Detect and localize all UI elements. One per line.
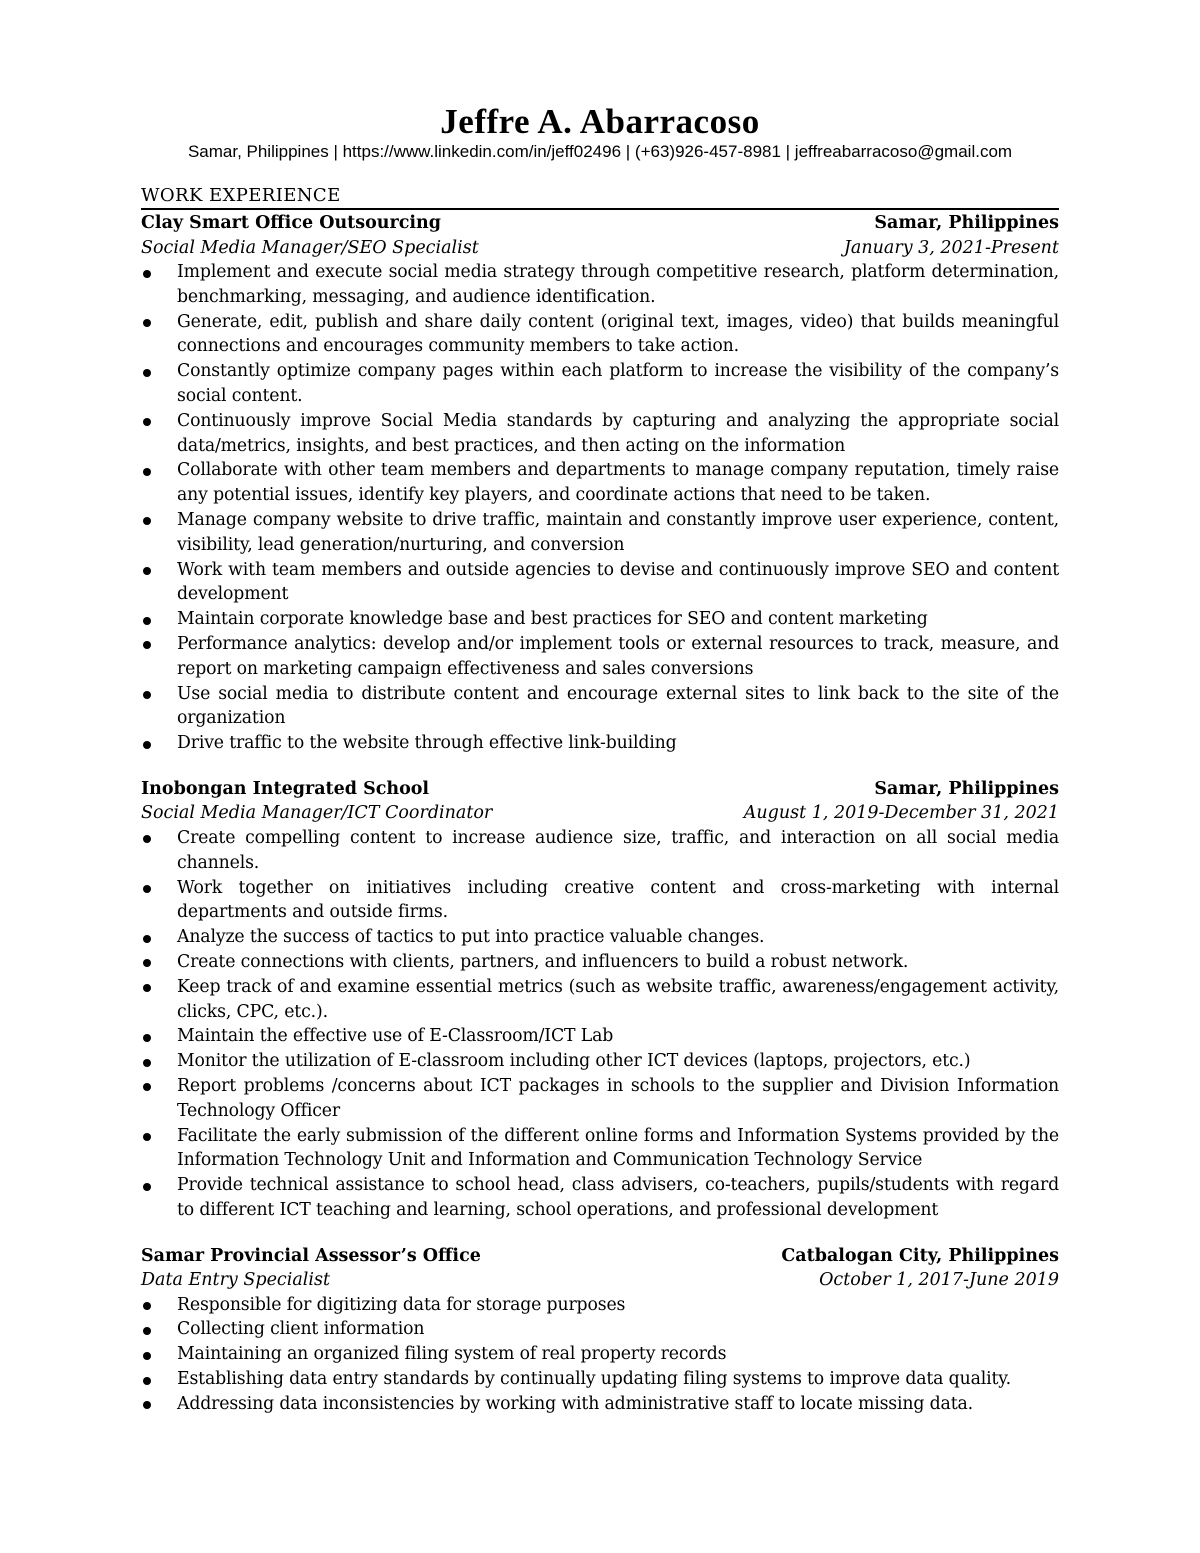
list-item: [141, 1367, 1059, 1392]
bullet-icon: [143, 835, 151, 843]
list-item-text: Work with team members and outside agencies to devise and continuously improve SEO and content development: [177, 559, 1059, 605]
list-item-text: Generate, edit, publish and share daily content (original text, images, video) that builds meaningful connections and encourages community members to take action.: [177, 311, 1059, 357]
bullet-icon: [143, 1401, 151, 1409]
list-item: [141, 1392, 1059, 1417]
bullet-icon: [143, 1183, 151, 1191]
list-item: [141, 826, 1059, 876]
company-name: Clay Smart Office Outsourcing: [141, 213, 441, 233]
list-item-text: Keep track of and examine essential metrics (such as website traffic, awareness/engagement activity, clicks, CPC, etc.).: [177, 976, 1059, 1022]
list-item: [141, 632, 1059, 682]
job-role-row: [141, 1268, 1059, 1293]
list-item: [141, 876, 1059, 926]
job-list: [141, 211, 1059, 1417]
bullet-icon: [143, 1083, 151, 1091]
job-entry: [141, 777, 1059, 1223]
bullet-icon: [143, 1302, 151, 1310]
list-item: [141, 359, 1059, 409]
list-item-text: Drive traffic to the website through effective link-building: [177, 733, 677, 754]
list-item-text: Addressing data inconsistencies by working with administrative staff to locate missing data.: [177, 1393, 973, 1414]
bullet-icon: [143, 517, 151, 525]
job-location: Catbalogan City, Philippines: [781, 1245, 1059, 1266]
bullet-icon: [143, 741, 151, 749]
job-title: Data Entry Specialist: [141, 1270, 330, 1291]
list-item-text: Create compelling content to increase audience size, traffic, and interaction on all social media channels.: [177, 827, 1059, 873]
list-item: [141, 1074, 1059, 1124]
bullet-icon: [143, 984, 151, 992]
list-item: [141, 682, 1059, 732]
job-entry: [141, 211, 1059, 756]
list-item: [141, 458, 1059, 508]
responsibility-list: [141, 260, 1059, 756]
bullet-icon: [143, 270, 151, 278]
list-item-text: Collaborate with other team members and departments to manage company reputation, timely raise any potential issues, identify key players, and coordinate actions that need to be taken.: [177, 460, 1059, 506]
list-item-text: Work together on initiatives including creative content and cross-marketing with internal departments and outside firms.: [177, 877, 1059, 923]
candidate-name: Jeffre A. Abarracoso: [440, 102, 760, 141]
list-item-text: Performance analytics: develop and/or implement tools or external resources to track, measure, and report on marketing campaign effectiveness and sales conversions: [177, 633, 1059, 679]
job-dates: August 1, 2019-December 31, 2021: [743, 803, 1059, 824]
bullet-icon: [143, 1327, 151, 1335]
list-item: [141, 1317, 1059, 1342]
list-item: [141, 731, 1059, 756]
list-item: [141, 260, 1059, 310]
list-item-text: Provide technical assistance to school head, class advisers, co-teachers, pupils/students with regard to different ICT teaching and learning, school operations, and professional development: [177, 1175, 1059, 1220]
list-item-text: Collecting client information: [177, 1319, 425, 1340]
responsibility-list: [141, 826, 1059, 1223]
list-item: [141, 1024, 1059, 1049]
bullet-icon: [143, 567, 151, 575]
list-item: [141, 1049, 1059, 1074]
list-item: [141, 950, 1059, 975]
list-item-text: Report problems /concerns about ICT packages in schools to the supplier and Division Information Technology Officer: [177, 1075, 1059, 1121]
list-item-text: Maintain corporate knowledge base and best practices for SEO and content marketing: [177, 609, 928, 630]
list-item: [141, 1342, 1059, 1367]
bullet-icon: [143, 641, 151, 649]
bullet-icon: [143, 617, 151, 625]
list-item-text: Facilitate the early submission of the different online forms and Information Systems provided by the Information Technology Unit and Information and Communication Technology Service: [177, 1125, 1059, 1171]
list-item-text: Analyze the success of tactics to put into practice valuable changes.: [177, 927, 765, 948]
job-role-row: [141, 236, 1059, 261]
job-dates: October 1, 2017-June 2019: [819, 1270, 1059, 1291]
job-header-row: [141, 777, 1059, 802]
job-role-row: [141, 801, 1059, 826]
job-location: Samar, Philippines: [874, 778, 1059, 799]
list-item-text: Continuously improve Social Media standards by capturing and analyzing the appropriate social data/metrics, insights, and best practices, and then acting on the information: [177, 410, 1059, 456]
bullet-icon: [143, 959, 151, 967]
list-item-text: Constantly optimize company pages within each platform to increase the visibility of the company’s social content.: [177, 361, 1059, 406]
section-title-work-experience: WORK EXPERIENCE: [141, 184, 1059, 210]
list-item-text: Maintain the effective use of E-Classroom/ICT Lab: [177, 1026, 614, 1047]
bullet-icon: [143, 1034, 151, 1042]
list-item-text: Monitor the utilization of E-classroom including other ICT devices (laptops, projectors, etc.): [177, 1051, 971, 1072]
bullet-icon: [143, 691, 151, 699]
bullet-icon: [143, 319, 151, 327]
list-item-text: Use social media to distribute content and encourage external sites to link back to the site of the organization: [177, 683, 1059, 729]
job-header-row: [141, 211, 1059, 236]
bullet-icon: [143, 1059, 151, 1067]
list-item-text: Create connections with clients, partners, and influencers to build a robust network.: [177, 951, 909, 972]
company-name: Samar Provincial Assessor’s Office: [141, 1245, 481, 1266]
list-item-text: Manage company website to drive traffic, maintain and constantly improve user experience, content, visibility, lead generation/nurturing, and conversion: [177, 509, 1059, 555]
list-item-text: Responsible for digitizing data for storage purposes: [177, 1294, 626, 1315]
bullet-icon: [143, 935, 151, 943]
list-item: [141, 310, 1059, 360]
list-item: [141, 975, 1059, 1025]
list-item: [141, 925, 1059, 950]
list-item-text: Establishing data entry standards by continually updating filing systems to improve data quality.: [177, 1369, 1011, 1390]
list-item: [141, 558, 1059, 608]
list-item: [141, 409, 1059, 459]
job-title: Social Media Manager/SEO Specialist: [141, 237, 479, 258]
list-item: [141, 607, 1059, 632]
company-name: Inobongan Integrated School: [141, 778, 430, 799]
bullet-icon: [143, 369, 151, 377]
bullet-icon: [143, 1133, 151, 1141]
list-item: [141, 1173, 1059, 1223]
job-location: Samar, Philippines: [874, 213, 1059, 233]
bullet-icon: [143, 1352, 151, 1360]
contact-line: Samar, Philippines | https://www.linkedin.com/in/jeff02496 | (+63)926-457-8981 | jeffreabarracoso@gmail.com: [187, 142, 1013, 161]
bullet-icon: [143, 885, 151, 893]
list-item-text: Maintaining an organized filing system of real property records: [177, 1344, 727, 1365]
responsibility-list: [141, 1293, 1059, 1417]
bullet-icon: [143, 1377, 151, 1385]
job-dates: January 3, 2021-Present: [843, 237, 1059, 258]
bullet-icon: [143, 418, 151, 426]
job-entry: [141, 1244, 1059, 1417]
bullet-icon: [143, 468, 151, 476]
resume-content: [141, 184, 1059, 1417]
list-item: [141, 1124, 1059, 1174]
job-header-row: [141, 1244, 1059, 1269]
list-item: [141, 1293, 1059, 1318]
job-title: Social Media Manager/ICT Coordinator: [141, 803, 493, 824]
list-item-text: Implement and execute social media strategy through competitive research, platform determination, benchmarking, messaging, and audience identification.: [177, 262, 1059, 307]
list-item: [141, 508, 1059, 558]
